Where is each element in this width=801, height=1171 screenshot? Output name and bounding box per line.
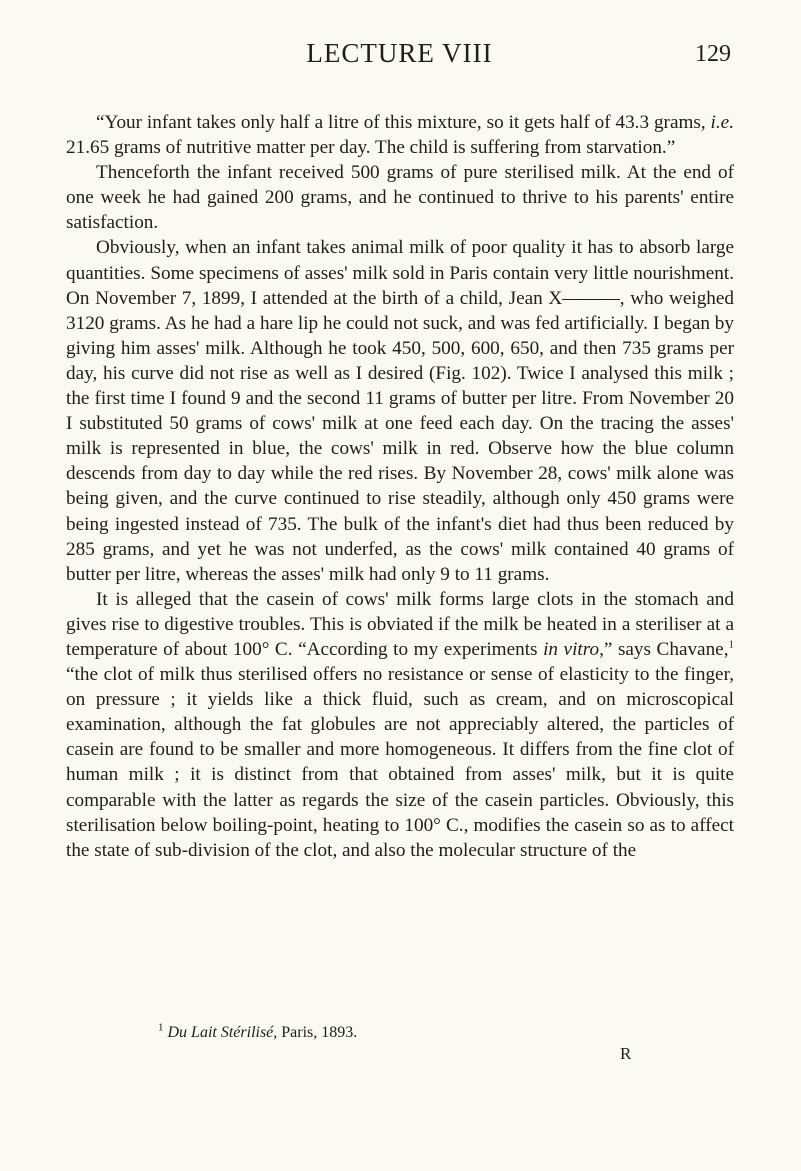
paragraph-4-in-vitro: in vitro, xyxy=(543,638,604,660)
paragraph-1-ie: i.e. xyxy=(710,112,734,133)
paragraph-4-start: It is alleged that the casein of cows' milk forms large clots in the stomach and gives rise to digestive troubles. This is obviated if the milk be heated in a steriliser at a temperature of about 100° C. “According to my experiments xyxy=(66,588,734,660)
footnote xyxy=(66,1022,734,1044)
running-title: LECTURE VIII xyxy=(306,38,493,68)
paragraph-1-end: 21.65 grams of nutritive matter per day. The child is suffering from starvation.” xyxy=(66,137,676,159)
footnote-reference: 1 xyxy=(728,638,734,651)
footnote-mark: 1 xyxy=(158,1021,164,1034)
paragraph-2: Thenceforth the infant received 500 grams of pure sterilised milk. At the end of one week he had gained 200 grams, and he continued to thrive to his parents' entire satisfaction. xyxy=(66,162,734,234)
body-text xyxy=(66,110,734,863)
footnote-title: Du Lait Stérilisé xyxy=(167,1024,274,1041)
paragraph-4-end: “the clot of milk thus sterilised offers no resistance or sense of elasticity to the finger, on pressure ; it yields like a thick fluid, such as cream, and on microscopical examination, although the fat globules are not appreciably altered, the particles of casein are found to be smaller and more homogeneous. It differs from the fine clot of human milk ; it is distinct from that obtained from asses' milk, but it is quite comparable with the latter as regards the size of the casein particles. Obviously, this sterilisation below boiling-point, heating to 100° C., modifies the casein so as to affect the state of sub-division of the clot, and also the molecular structure of the xyxy=(66,664,734,861)
page-header xyxy=(68,38,731,78)
footnote-rest: , Paris, 1893. xyxy=(273,1024,358,1041)
paragraph-4 xyxy=(66,587,734,863)
paragraph-1-start: “Your infant takes only half a litre of this mixture, so it gets half of 43.3 grams, xyxy=(96,112,711,133)
paragraph-4-says: ” says Chavane, xyxy=(603,638,729,660)
page-number: 129 xyxy=(695,41,731,67)
paragraph-1 xyxy=(66,110,734,160)
signature-mark: R xyxy=(620,1044,632,1063)
paragraph-3: Obviously, when an infant takes animal milk of poor quality it has to absorb large quantities. Some specimens of asses' milk sold in Paris contain very little nourishment. On November 7, 1899, I attended at the birth of a child, Jean X———, who weighed 3120 grams. As he had a hare lip he could not suck, and was fed artificially. I began by giving him asses' milk. Although he took 450, 500, 600, 650, and then 735 grams per day, his curve did not rise as well as I desired (Fig. 102). Twice I analysed this milk ; the first time I found 9 and the second 11 grams of butter per litre. From November 20 I substituted 50 grams of cows' milk at one feed each day. On the tracing the asses' milk is represented in blue, the cows' milk in red. Observe how the blue column descends from day to day while the red rises. By November 28, cows' milk alone was being given, and the curve continued to rise steadily, although only 450 grams were being ingested instead of 735. The bulk of the infant's diet had thus been reduced by 285 grams, and yet he was not underfed, as the cows' milk contained 40 grams of butter per litre, whereas the asses' milk had only 9 to 11 grams. xyxy=(66,237,734,585)
